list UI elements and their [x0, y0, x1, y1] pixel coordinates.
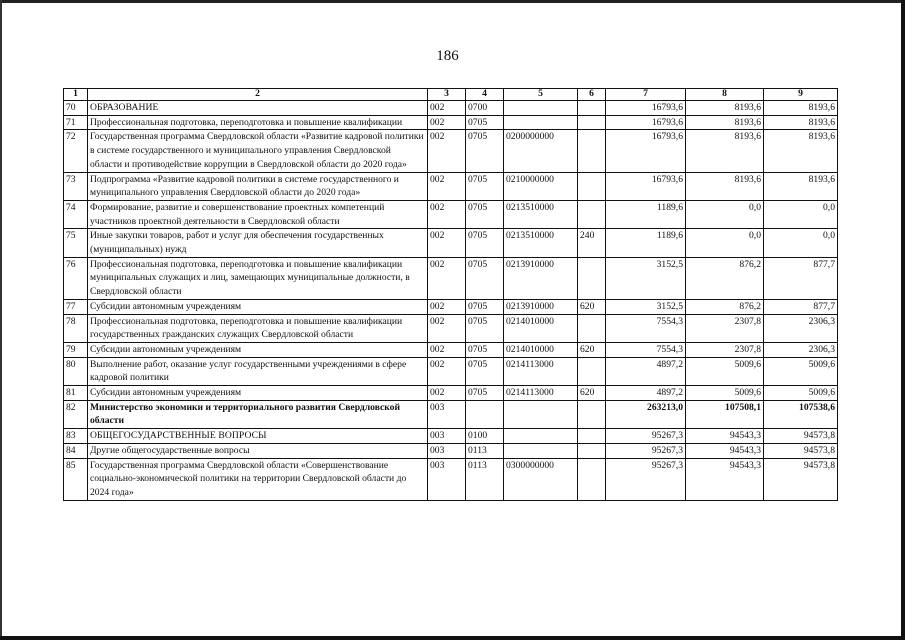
amount-col-9-cell: 2306,3 [764, 342, 838, 357]
header-col-2: 2 [88, 89, 428, 101]
amount-col-8-cell: 8193,6 [686, 172, 764, 200]
expense-type-cell [578, 101, 606, 116]
target-article-cell [504, 115, 578, 130]
amount-col-9-cell: 5009,6 [764, 357, 838, 385]
section-code-cell: 0705 [466, 229, 504, 257]
header-col-3: 3 [428, 89, 466, 101]
expense-type-cell [578, 357, 606, 385]
amount-col-8-cell: 876,2 [686, 257, 764, 299]
table-row [64, 115, 838, 130]
amount-col-7-cell: 16793,6 [606, 115, 686, 130]
expense-type-cell [578, 458, 606, 500]
grbs-code-cell: 003 [428, 400, 466, 428]
row-number-cell: 78 [64, 314, 88, 342]
table-header-row [64, 89, 838, 101]
section-code-cell: 0705 [466, 342, 504, 357]
target-article-cell [504, 101, 578, 116]
grbs-code-cell: 002 [428, 357, 466, 385]
amount-col-7-cell: 3152,5 [606, 299, 686, 314]
grbs-code-cell: 002 [428, 314, 466, 342]
amount-col-7-cell: 1189,6 [606, 200, 686, 228]
amount-col-8-cell: 94543,3 [686, 443, 764, 458]
amount-col-7-cell: 7554,3 [606, 342, 686, 357]
amount-col-7-cell: 1189,6 [606, 229, 686, 257]
item-name-cell: Выполнение работ, оказание услуг государственными учреждениями в сфере кадровой политики [88, 357, 428, 385]
target-article-cell: 0213910000 [504, 257, 578, 299]
section-code-cell: 0705 [466, 200, 504, 228]
amount-col-8-cell: 107508,1 [686, 400, 764, 428]
table-row [64, 229, 838, 257]
row-number-cell: 71 [64, 115, 88, 130]
amount-col-7-cell: 263213,0 [606, 400, 686, 428]
section-code-cell: 0705 [466, 130, 504, 172]
amount-col-9-cell: 8193,6 [764, 101, 838, 116]
table-row [64, 299, 838, 314]
grbs-code-cell: 003 [428, 458, 466, 500]
amount-col-9-cell: 877,7 [764, 299, 838, 314]
section-code-cell: 0700 [466, 101, 504, 116]
row-number-cell: 74 [64, 200, 88, 228]
amount-col-8-cell: 0,0 [686, 229, 764, 257]
table-row [64, 200, 838, 228]
amount-col-9-cell: 8193,6 [764, 172, 838, 200]
table-row [64, 443, 838, 458]
expense-type-cell: 620 [578, 299, 606, 314]
grbs-code-cell: 002 [428, 200, 466, 228]
table-body [64, 101, 838, 501]
target-article-cell: 0210000000 [504, 172, 578, 200]
item-name-cell: Субсидии автономным учреждениям [88, 342, 428, 357]
expense-type-cell [578, 400, 606, 428]
expense-type-cell [578, 429, 606, 444]
target-article-cell [504, 443, 578, 458]
grbs-code-cell: 002 [428, 257, 466, 299]
amount-col-9-cell: 0,0 [764, 229, 838, 257]
amount-col-7-cell: 4897,2 [606, 386, 686, 401]
grbs-code-cell: 002 [428, 342, 466, 357]
amount-col-8-cell: 2307,8 [686, 342, 764, 357]
expense-type-cell [578, 130, 606, 172]
expense-type-cell: 620 [578, 386, 606, 401]
scan-border-right [901, 0, 905, 640]
grbs-code-cell: 002 [428, 172, 466, 200]
target-article-cell: 0214010000 [504, 314, 578, 342]
expense-type-cell [578, 172, 606, 200]
amount-col-8-cell: 8193,6 [686, 130, 764, 172]
header-col-8: 8 [686, 89, 764, 101]
row-number-cell: 79 [64, 342, 88, 357]
amount-col-9-cell: 8193,6 [764, 130, 838, 172]
amount-col-7-cell: 16793,6 [606, 172, 686, 200]
row-number-cell: 82 [64, 400, 88, 428]
row-number-cell: 81 [64, 386, 88, 401]
section-code-cell: 0705 [466, 386, 504, 401]
item-name-cell: Государственная программа Свердловской области «Совершенствование социально-экономической политики на территории Свердловской области до 2024 года» [88, 458, 428, 500]
table-row [64, 400, 838, 428]
section-code-cell: 0100 [466, 429, 504, 444]
row-number-cell: 77 [64, 299, 88, 314]
amount-col-7-cell: 4897,2 [606, 357, 686, 385]
row-number-cell: 83 [64, 429, 88, 444]
amount-col-7-cell: 95267,3 [606, 443, 686, 458]
header-col-5: 5 [504, 89, 578, 101]
row-number-cell: 72 [64, 130, 88, 172]
grbs-code-cell: 002 [428, 299, 466, 314]
amount-col-9-cell: 2306,3 [764, 314, 838, 342]
amount-col-8-cell: 8193,6 [686, 115, 764, 130]
target-article-cell: 0214010000 [504, 342, 578, 357]
section-code-cell: 0705 [466, 299, 504, 314]
amount-col-9-cell: 5009,6 [764, 386, 838, 401]
expense-type-cell [578, 257, 606, 299]
table-row [64, 386, 838, 401]
table-row [64, 314, 838, 342]
scan-border-top [0, 0, 905, 3]
page-number: 186 [436, 48, 459, 64]
section-code-cell: 0705 [466, 257, 504, 299]
item-name-cell: Министерство экономики и территориального развития Свердловской области [88, 400, 428, 428]
target-article-cell: 0200000000 [504, 130, 578, 172]
item-name-cell: Формирование, развитие и совершенствование проектных компетенций участников проектной деятельности в Свердловской области [88, 200, 428, 228]
table-row [64, 357, 838, 385]
amount-col-8-cell: 0,0 [686, 200, 764, 228]
target-article-cell: 0213910000 [504, 299, 578, 314]
amount-col-7-cell: 95267,3 [606, 458, 686, 500]
header-col-9: 9 [764, 89, 838, 101]
expense-type-cell [578, 314, 606, 342]
expense-type-cell [578, 115, 606, 130]
item-name-cell: Иные закупки товаров, работ и услуг для обеспечения государственных (муниципальных) нужд [88, 229, 428, 257]
amount-col-8-cell: 5009,6 [686, 386, 764, 401]
section-code-cell: 0705 [466, 115, 504, 130]
expense-type-cell [578, 443, 606, 458]
table-row [64, 342, 838, 357]
table-row [64, 130, 838, 172]
amount-col-7-cell: 16793,6 [606, 101, 686, 116]
header-col-6: 6 [578, 89, 606, 101]
amount-col-9-cell: 94573,8 [764, 429, 838, 444]
row-number-cell: 70 [64, 101, 88, 116]
item-name-cell: Субсидии автономным учреждениям [88, 386, 428, 401]
item-name-cell: ОБЩЕГОСУДАРСТВЕННЫЕ ВОПРОСЫ [88, 429, 428, 444]
grbs-code-cell: 003 [428, 429, 466, 444]
row-number-cell: 84 [64, 443, 88, 458]
amount-col-7-cell: 95267,3 [606, 429, 686, 444]
header-col-7: 7 [606, 89, 686, 101]
grbs-code-cell: 002 [428, 101, 466, 116]
amount-col-9-cell: 94573,8 [764, 458, 838, 500]
expense-type-cell: 240 [578, 229, 606, 257]
row-number-cell: 75 [64, 229, 88, 257]
budget-table [63, 88, 838, 501]
target-article-cell: 0300000000 [504, 458, 578, 500]
row-number-cell: 85 [64, 458, 88, 500]
item-name-cell: Профессиональная подготовка, переподготовка и повышение квалификации государственных гражданских служащих Свердловской области [88, 314, 428, 342]
target-article-cell: 0214113000 [504, 357, 578, 385]
row-number-cell: 73 [64, 172, 88, 200]
amount-col-8-cell: 8193,6 [686, 101, 764, 116]
grbs-code-cell: 002 [428, 386, 466, 401]
amount-col-9-cell: 107538,6 [764, 400, 838, 428]
item-name-cell: Профессиональная подготовка, переподготовка и повышение квалификации [88, 115, 428, 130]
amount-col-9-cell: 877,7 [764, 257, 838, 299]
section-code-cell: 0705 [466, 172, 504, 200]
section-code-cell: 0705 [466, 357, 504, 385]
item-name-cell: Субсидии автономным учреждениям [88, 299, 428, 314]
grbs-code-cell: 002 [428, 130, 466, 172]
amount-col-7-cell: 7554,3 [606, 314, 686, 342]
amount-col-8-cell: 5009,6 [686, 357, 764, 385]
amount-col-8-cell: 876,2 [686, 299, 764, 314]
amount-col-9-cell: 8193,6 [764, 115, 838, 130]
table-row [64, 458, 838, 500]
grbs-code-cell: 002 [428, 115, 466, 130]
row-number-cell: 80 [64, 357, 88, 385]
section-code-cell [466, 400, 504, 428]
expense-type-cell [578, 200, 606, 228]
amount-col-8-cell: 94543,3 [686, 458, 764, 500]
item-name-cell: Подпрограмма «Развитие кадровой политики в системе государственного и муниципального управления Свердловской области до 2020 года» [88, 172, 428, 200]
item-name-cell: Профессиональная подготовка, переподготовка и повышение квалификации муниципальных служащих и лиц, замещающих муниципальные должности, в Свердловской области [88, 257, 428, 299]
amount-col-9-cell: 0,0 [764, 200, 838, 228]
section-code-cell: 0113 [466, 443, 504, 458]
table-row [64, 101, 838, 116]
target-article-cell: 0213510000 [504, 229, 578, 257]
header-col-4: 4 [466, 89, 504, 101]
item-name-cell: Другие общегосударственные вопросы [88, 443, 428, 458]
table-row [64, 172, 838, 200]
item-name-cell: Государственная программа Свердловской области «Развитие кадровой политики в системе государственного и муниципального управления Свердловской области и противодействие коррупции в Свердловской области до 2020 года» [88, 130, 428, 172]
target-article-cell: 0214113000 [504, 386, 578, 401]
amount-col-7-cell: 16793,6 [606, 130, 686, 172]
expense-type-cell: 620 [578, 342, 606, 357]
scan-border-left [0, 0, 2, 640]
target-article-cell [504, 429, 578, 444]
amount-col-7-cell: 3152,5 [606, 257, 686, 299]
header-col-1: 1 [64, 89, 88, 101]
target-article-cell [504, 400, 578, 428]
scan-border-bottom [0, 636, 905, 640]
grbs-code-cell: 002 [428, 229, 466, 257]
table-row [64, 257, 838, 299]
amount-col-8-cell: 94543,3 [686, 429, 764, 444]
amount-col-8-cell: 2307,8 [686, 314, 764, 342]
grbs-code-cell: 003 [428, 443, 466, 458]
table-row [64, 429, 838, 444]
section-code-cell: 0705 [466, 314, 504, 342]
row-number-cell: 76 [64, 257, 88, 299]
amount-col-9-cell: 94573,8 [764, 443, 838, 458]
item-name-cell: ОБРАЗОВАНИЕ [88, 101, 428, 116]
section-code-cell: 0113 [466, 458, 504, 500]
target-article-cell: 0213510000 [504, 200, 578, 228]
